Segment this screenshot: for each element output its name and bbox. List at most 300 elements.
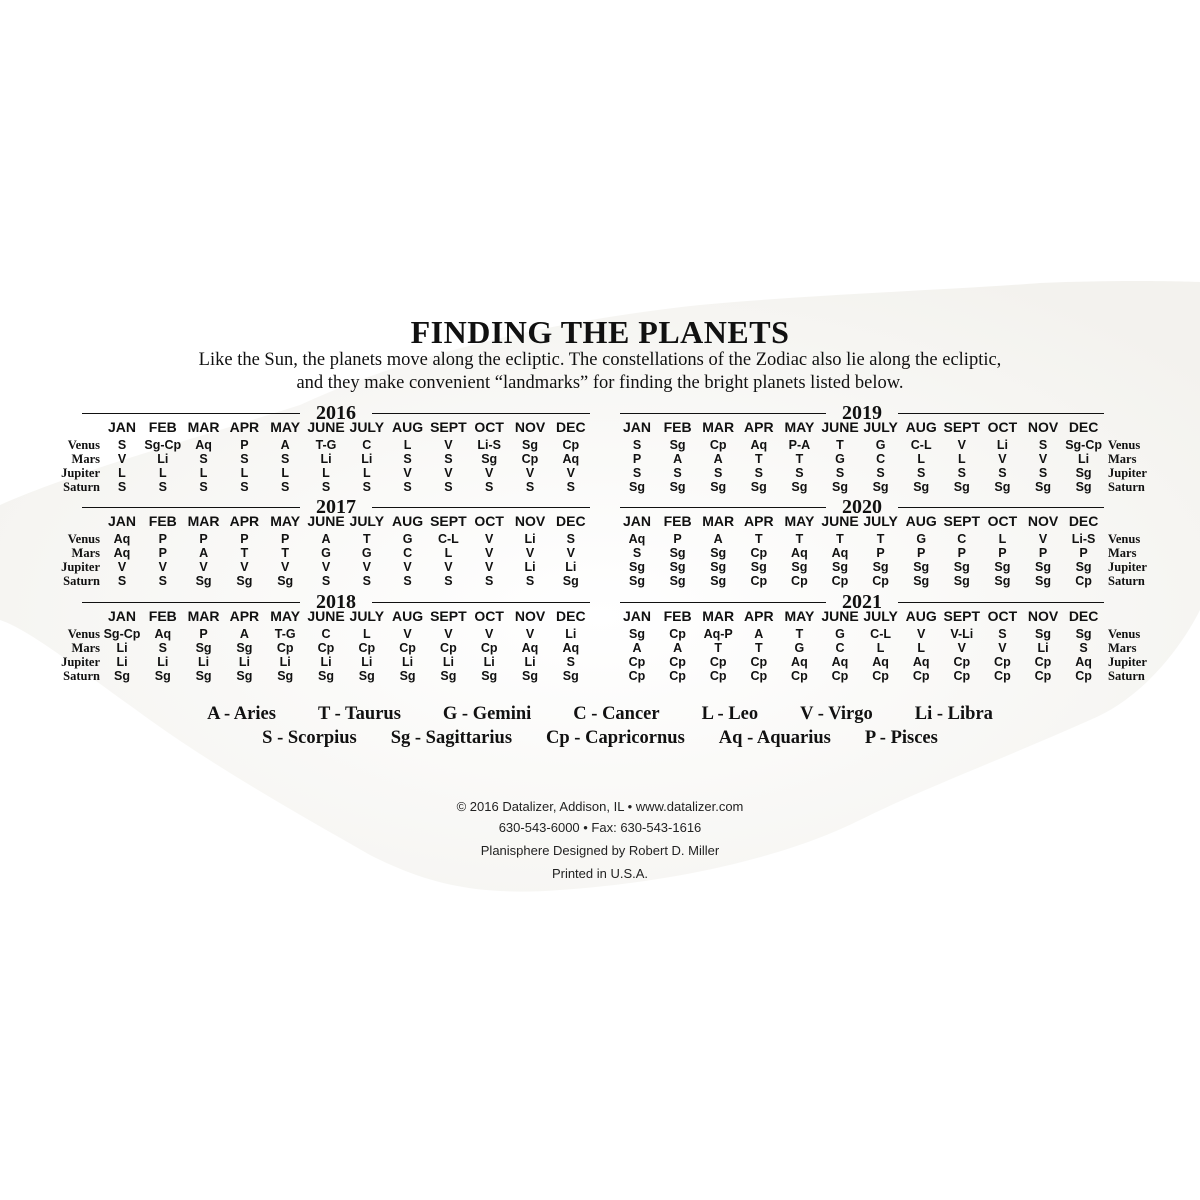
planet-cell: A bbox=[713, 452, 723, 466]
planet-cell: S bbox=[485, 574, 494, 588]
planet-cell: Cp bbox=[276, 641, 294, 655]
planet-cell: Li-S bbox=[477, 438, 501, 452]
planet-cell: V bbox=[525, 546, 535, 560]
planet-cell: C-L bbox=[437, 532, 459, 546]
month-header: DEC bbox=[556, 608, 586, 624]
planet-cell: S bbox=[321, 574, 331, 588]
planet-cell: V bbox=[1038, 532, 1048, 546]
planet-cell: Sg bbox=[710, 480, 727, 494]
planet-cell: V bbox=[362, 560, 371, 574]
planet-cell: T bbox=[754, 532, 763, 546]
planet-cell: T bbox=[876, 532, 885, 546]
planet-cell: Sg bbox=[750, 480, 767, 494]
planet-cell: V bbox=[117, 452, 127, 466]
planet-label-mars: Mars bbox=[1108, 452, 1137, 466]
intro-line-2: and they make convenient “landmarks” for finding the bright planets listed below. bbox=[296, 373, 904, 393]
year-rule bbox=[620, 507, 826, 508]
planet-cell: Cp bbox=[750, 546, 768, 560]
planet-cell: Aq bbox=[195, 438, 212, 452]
year-block-2020 bbox=[0, 497, 1200, 592]
planet-cell: S bbox=[403, 452, 412, 466]
month-header: NOV bbox=[1027, 608, 1059, 624]
planet-cell: P bbox=[158, 532, 167, 546]
planet-cell: Sg bbox=[669, 574, 686, 588]
footer-designer: Planisphere Designed by Robert D. Miller bbox=[480, 843, 720, 858]
planet-cell: S bbox=[485, 480, 494, 494]
planet-cell: T-G bbox=[274, 627, 296, 641]
year-rule bbox=[620, 602, 826, 603]
planet-cell: Cp bbox=[399, 641, 416, 655]
planet-cell: Sg bbox=[358, 669, 375, 683]
planet-cell: P bbox=[917, 546, 926, 560]
month-header: JUNE bbox=[307, 513, 345, 529]
planet-cell: L bbox=[444, 546, 453, 560]
planet-cell: Sg bbox=[1075, 627, 1092, 641]
month-header: AUG bbox=[905, 608, 937, 624]
planet-cell: Cp bbox=[358, 641, 376, 655]
planet-cell: Sg bbox=[669, 438, 686, 452]
planet-cell: Li bbox=[1078, 452, 1090, 466]
month-header: AUG bbox=[392, 513, 424, 529]
planet-cell: S bbox=[835, 466, 845, 480]
planet-cell: Sg bbox=[481, 452, 498, 466]
planet-cell: Sg bbox=[872, 560, 889, 574]
planet-cell: T bbox=[836, 532, 844, 546]
planet-cell: Cp bbox=[953, 655, 971, 669]
month-header: NOV bbox=[1027, 513, 1059, 529]
planet-cell: V bbox=[1038, 452, 1048, 466]
planet-cell: Li bbox=[361, 452, 373, 466]
page-title: FINDING THE PLANETS bbox=[410, 314, 790, 350]
planet-cell: S bbox=[240, 480, 249, 494]
month-header: DEC bbox=[556, 513, 586, 529]
planet-cell: Sg bbox=[318, 669, 334, 683]
planet-cell: P bbox=[240, 438, 249, 452]
planet-cell: Sg bbox=[710, 574, 727, 588]
planet-cell: Cp bbox=[709, 655, 727, 669]
planet-cell: Cp bbox=[872, 574, 889, 588]
planet-cell: S bbox=[525, 480, 535, 494]
planet-label-saturn: Saturn bbox=[63, 480, 100, 494]
month-header: JAN bbox=[107, 419, 136, 435]
planet-cell: Aq bbox=[154, 627, 172, 641]
month-header: OCT bbox=[987, 513, 1018, 529]
planet-cell: Aq bbox=[113, 532, 131, 546]
planet-cell: A bbox=[673, 641, 683, 655]
planet-cell: A bbox=[280, 438, 290, 452]
month-header: FEB bbox=[663, 513, 692, 529]
planet-cell: Cp bbox=[791, 669, 808, 683]
planet-cell: A bbox=[239, 627, 249, 641]
planet-label-saturn: Saturn bbox=[1108, 480, 1145, 494]
planet-cell: V bbox=[485, 560, 494, 574]
planet-label-mars: Mars bbox=[1108, 546, 1137, 560]
planet-cell: S bbox=[632, 466, 642, 480]
month-header: APR bbox=[744, 608, 774, 624]
planet-label-saturn: Saturn bbox=[1108, 669, 1145, 683]
planet-cell: C-L bbox=[870, 627, 891, 641]
planet-cell: S bbox=[444, 452, 453, 466]
planet-cell: T bbox=[754, 452, 763, 466]
planet-cell: C bbox=[835, 641, 845, 655]
planet-cell: Cp bbox=[750, 655, 768, 669]
planet-cell: S bbox=[403, 480, 412, 494]
planet-cell: L bbox=[322, 466, 330, 480]
planet-cell: L bbox=[403, 438, 412, 452]
planet-cell: Sg bbox=[710, 560, 727, 574]
planet-cell: Cp bbox=[669, 627, 686, 641]
planet-cell: L bbox=[917, 641, 925, 655]
planet-cell: Sg bbox=[236, 574, 253, 588]
legend-item: C - Cancer bbox=[573, 704, 660, 724]
planet-cell: Cp bbox=[1075, 574, 1092, 588]
planet-cell: Cp bbox=[521, 452, 539, 466]
planet-cell: Aq bbox=[628, 532, 646, 546]
planet-cell: Li bbox=[524, 655, 536, 669]
legend-item: Aq - Aquarius bbox=[718, 728, 831, 748]
month-header: SEPT bbox=[943, 513, 981, 529]
planet-cell: V bbox=[403, 560, 412, 574]
planet-cell: S bbox=[199, 452, 208, 466]
month-header: JULY bbox=[863, 419, 898, 435]
planet-cell: Cp bbox=[831, 574, 849, 588]
legend-item: T - Taurus bbox=[317, 704, 401, 724]
planet-label-venus: Venus bbox=[1108, 627, 1141, 641]
planet-cell: Sg-Cp bbox=[103, 627, 141, 641]
planet-cell: L bbox=[240, 466, 249, 480]
planet-cell: Li bbox=[198, 655, 210, 669]
planet-cell: S bbox=[632, 546, 642, 560]
planet-cell: V bbox=[444, 466, 453, 480]
month-header: JAN bbox=[622, 513, 651, 529]
planet-label-saturn: Saturn bbox=[63, 669, 100, 683]
planet-cell: Sg bbox=[669, 560, 686, 574]
planet-cell: S bbox=[754, 466, 763, 480]
month-header: JUNE bbox=[821, 608, 859, 624]
planet-cell: V bbox=[117, 560, 127, 574]
month-header: APR bbox=[744, 419, 774, 435]
month-header: DEC bbox=[1068, 513, 1099, 529]
month-header: JULY bbox=[349, 513, 385, 529]
planet-cell: Cp bbox=[669, 655, 686, 669]
month-header: JUNE bbox=[821, 419, 859, 435]
planet-cell: Cp bbox=[562, 438, 580, 452]
planet-cell: L bbox=[362, 627, 371, 641]
planet-cell: Cp bbox=[750, 669, 768, 683]
planet-cell: T bbox=[281, 546, 289, 560]
planet-cell: V bbox=[240, 560, 249, 574]
planet-cell: L bbox=[957, 452, 966, 466]
planet-label-mars: Mars bbox=[71, 546, 100, 560]
planet-cell: Sg bbox=[629, 560, 645, 574]
planet-cell: Sg bbox=[953, 574, 970, 588]
planet-cell: Li bbox=[116, 655, 128, 669]
month-header: OCT bbox=[474, 513, 504, 529]
year-rule bbox=[620, 413, 826, 414]
planet-cell: Sg bbox=[750, 560, 767, 574]
planet-cell: Li bbox=[320, 655, 332, 669]
planet-cell: V bbox=[957, 438, 966, 452]
planet-cell: V bbox=[998, 641, 1007, 655]
planet-cell: P bbox=[281, 532, 290, 546]
planet-cell: Sg bbox=[913, 480, 930, 494]
month-header: AUG bbox=[905, 419, 937, 435]
planet-cell: P bbox=[158, 546, 167, 560]
planet-cell: V bbox=[957, 641, 966, 655]
planet-cell: S bbox=[117, 574, 127, 588]
planet-cell: C bbox=[403, 546, 413, 560]
month-header: MAR bbox=[702, 419, 735, 435]
planet-cell: Sg bbox=[913, 574, 930, 588]
planet-cell: Li bbox=[361, 655, 373, 669]
planet-cell: V bbox=[403, 627, 412, 641]
planet-cell: Sg bbox=[399, 669, 416, 683]
planet-cell: Sg bbox=[236, 641, 253, 655]
planet-cell: S bbox=[566, 532, 575, 546]
planet-cell: Sg bbox=[481, 669, 498, 683]
planet-cell: T bbox=[714, 641, 722, 655]
planet-cell: Aq bbox=[113, 546, 131, 560]
planet-cell: T bbox=[795, 452, 804, 466]
planet-cell: V bbox=[158, 560, 167, 574]
planet-cell: C bbox=[876, 452, 886, 466]
planet-cell: Sg bbox=[1035, 574, 1051, 588]
legend-item: Sg - Sagittarius bbox=[390, 728, 513, 748]
planet-cell: C bbox=[957, 532, 967, 546]
legend-item: G - Gemini bbox=[442, 704, 532, 724]
month-header: NOV bbox=[1027, 419, 1059, 435]
year-block-2019 bbox=[0, 403, 1200, 498]
planet-cell: Li bbox=[157, 655, 169, 669]
planet-cell: V bbox=[444, 627, 453, 641]
planet-cell: Cp bbox=[709, 438, 727, 452]
planet-cell: A bbox=[632, 641, 642, 655]
planet-cell: S bbox=[362, 574, 371, 588]
planet-cell: V bbox=[321, 560, 331, 574]
planet-cell: C bbox=[321, 627, 331, 641]
planet-cell: V bbox=[281, 560, 290, 574]
month-header: SEPT bbox=[430, 608, 467, 624]
planet-cell: Cp bbox=[831, 669, 849, 683]
planet-cell: V bbox=[485, 546, 494, 560]
year-label: 2021 bbox=[842, 591, 882, 613]
planet-cell: T bbox=[754, 641, 763, 655]
month-header: JUNE bbox=[307, 608, 345, 624]
planet-cell: S bbox=[362, 480, 371, 494]
planet-label-jupiter: Jupiter bbox=[61, 560, 100, 574]
month-header: JAN bbox=[622, 419, 651, 435]
planet-label-venus: Venus bbox=[67, 627, 100, 641]
planet-cell: Sg bbox=[629, 480, 645, 494]
planet-cell: Sg bbox=[1075, 560, 1092, 574]
planet-cell: V bbox=[525, 627, 535, 641]
month-header: MAY bbox=[270, 419, 301, 435]
month-header: MAR bbox=[187, 608, 220, 624]
planet-cell: Sg-Cp bbox=[1065, 438, 1102, 452]
planet-cell: Sg bbox=[953, 480, 970, 494]
planet-cell: S bbox=[444, 480, 453, 494]
month-header: JULY bbox=[863, 513, 898, 529]
planet-cell: Aq bbox=[750, 438, 768, 452]
planet-cell: V bbox=[485, 532, 494, 546]
planet-cell: T-G bbox=[315, 438, 337, 452]
planet-cell: V bbox=[199, 560, 208, 574]
legend-item: V - Virgo bbox=[800, 704, 873, 724]
planet-cell: Sg bbox=[195, 574, 212, 588]
planet-cell: V-Li bbox=[950, 627, 974, 641]
planet-cell: C bbox=[362, 438, 372, 452]
month-header: FEB bbox=[148, 419, 177, 435]
legend-row-1 bbox=[0, 704, 1200, 725]
planet-cell: Sg bbox=[832, 560, 848, 574]
month-header: MAR bbox=[702, 608, 735, 624]
month-header: MAR bbox=[187, 419, 220, 435]
planet-cell: S bbox=[795, 466, 804, 480]
planet-cell: P bbox=[199, 627, 208, 641]
planet-cell: Sg bbox=[953, 560, 970, 574]
planet-cell: Sg bbox=[629, 627, 645, 641]
month-header: DEC bbox=[556, 419, 586, 435]
legend-item: A - Aries bbox=[207, 704, 276, 724]
planet-cell: Cp bbox=[912, 669, 930, 683]
month-header: APR bbox=[229, 419, 260, 435]
planet-cell: G bbox=[875, 438, 886, 452]
intro-line-1: Like the Sun, the planets move along the ecliptic. The constellations of the Zodiac also lie along the ecliptic, bbox=[198, 350, 1002, 370]
month-header: OCT bbox=[987, 419, 1018, 435]
planet-cell: S bbox=[444, 574, 453, 588]
month-header: OCT bbox=[987, 608, 1018, 624]
planet-cell: S bbox=[998, 466, 1007, 480]
planet-cell: Cp bbox=[994, 655, 1011, 669]
planet-cell: S bbox=[1079, 641, 1088, 655]
planet-label-jupiter: Jupiter bbox=[61, 466, 100, 480]
planet-cell: V bbox=[566, 466, 575, 480]
month-header: MAR bbox=[702, 513, 735, 529]
planet-cell: Aq bbox=[831, 655, 849, 669]
planet-cell: Sg bbox=[669, 546, 686, 560]
planet-cell: Li bbox=[402, 655, 414, 669]
planet-cell: S bbox=[158, 641, 167, 655]
planet-cell: Sg bbox=[522, 438, 538, 452]
planet-cell: Sg-Cp bbox=[144, 438, 182, 452]
planet-cell: Cp bbox=[994, 669, 1011, 683]
planet-cell: Cp bbox=[1075, 669, 1092, 683]
planet-cell: Sg bbox=[1075, 466, 1092, 480]
planet-cell: Sg bbox=[195, 641, 212, 655]
planet-cell: S bbox=[566, 655, 575, 669]
footer-printed: Printed in U.S.A. bbox=[551, 866, 649, 881]
legend-row-2 bbox=[0, 728, 1200, 749]
planet-cell: Li bbox=[1037, 641, 1049, 655]
planet-cell: Cp bbox=[791, 574, 808, 588]
planet-cell: S bbox=[199, 480, 208, 494]
planet-cell: Cp bbox=[872, 669, 889, 683]
month-header: MAR bbox=[187, 513, 220, 529]
planet-cell: S bbox=[403, 574, 412, 588]
planet-cell: Sg bbox=[562, 574, 579, 588]
planet-cell: Sg bbox=[522, 669, 538, 683]
month-header: APR bbox=[229, 513, 260, 529]
planet-cell: Aq bbox=[791, 655, 808, 669]
planet-cell: Sg bbox=[195, 669, 212, 683]
planet-cell: G bbox=[402, 532, 413, 546]
year-label: 2018 bbox=[316, 591, 356, 613]
planet-cell: Cp bbox=[669, 669, 686, 683]
planet-cell: Sg bbox=[1075, 480, 1092, 494]
planet-cell: V bbox=[485, 627, 494, 641]
planet-cell: A bbox=[754, 627, 764, 641]
planet-cell: L bbox=[158, 466, 167, 480]
planet-cell: Sg bbox=[1035, 627, 1051, 641]
planet-cell: Sg bbox=[832, 480, 848, 494]
planet-cell: Sg bbox=[154, 669, 171, 683]
month-header: MAY bbox=[784, 513, 815, 529]
planet-cell: Aq bbox=[831, 546, 849, 560]
planet-cell: T bbox=[240, 546, 249, 560]
planet-cell: Sg bbox=[872, 480, 889, 494]
planet-cell: V bbox=[444, 438, 453, 452]
planet-label-venus: Venus bbox=[1108, 438, 1141, 452]
planet-cell: Li bbox=[157, 452, 169, 466]
month-header: APR bbox=[229, 608, 260, 624]
planet-cell: Sg bbox=[277, 574, 294, 588]
planet-cell: V bbox=[998, 452, 1007, 466]
year-label: 2016 bbox=[316, 402, 356, 424]
planet-cell: Aq bbox=[912, 655, 930, 669]
month-header: SEPT bbox=[943, 419, 981, 435]
planet-cell: S bbox=[1038, 438, 1048, 452]
planet-cell: S bbox=[876, 466, 885, 480]
month-header: MAY bbox=[784, 608, 815, 624]
planet-cell: S bbox=[240, 452, 249, 466]
planet-label-venus: Venus bbox=[67, 532, 100, 546]
planet-cell: T bbox=[362, 532, 371, 546]
month-header: AUG bbox=[392, 419, 424, 435]
planet-cell: Aq-P bbox=[703, 627, 733, 641]
month-header: AUG bbox=[905, 513, 937, 529]
planet-cell: P bbox=[673, 532, 682, 546]
planet-cell: Li bbox=[483, 655, 495, 669]
planet-label-saturn: Saturn bbox=[1108, 574, 1145, 588]
planet-cell: L bbox=[362, 466, 371, 480]
planet-cell: Li bbox=[320, 452, 332, 466]
planet-cell: P bbox=[1038, 546, 1048, 560]
planet-cell: S bbox=[117, 480, 127, 494]
month-header: JUNE bbox=[821, 513, 859, 529]
month-header: JULY bbox=[349, 419, 385, 435]
planet-cell: Sg bbox=[1035, 480, 1051, 494]
planet-label-venus: Venus bbox=[1108, 532, 1141, 546]
planet-cell: S bbox=[917, 466, 926, 480]
year-label: 2020 bbox=[842, 496, 882, 518]
month-header: APR bbox=[744, 513, 774, 529]
planet-cell: Sg bbox=[994, 480, 1011, 494]
planet-cell: Cp bbox=[1034, 669, 1052, 683]
planet-cell: S bbox=[632, 438, 642, 452]
planet-cell: S bbox=[525, 574, 535, 588]
year-rule bbox=[898, 602, 1104, 603]
month-header: NOV bbox=[514, 513, 546, 529]
legend-item: S - Scorpius bbox=[262, 728, 357, 748]
footer-phone: 630-543-6000 • Fax: 630-543-1616 bbox=[498, 820, 702, 835]
planet-cell: Sg bbox=[629, 574, 645, 588]
planet-cell: S bbox=[1038, 466, 1048, 480]
planet-cell: Li bbox=[442, 655, 454, 669]
planet-cell: A bbox=[199, 546, 209, 560]
month-header: NOV bbox=[514, 419, 546, 435]
planet-cell: Sg bbox=[277, 669, 294, 683]
planet-cell: V bbox=[403, 466, 412, 480]
